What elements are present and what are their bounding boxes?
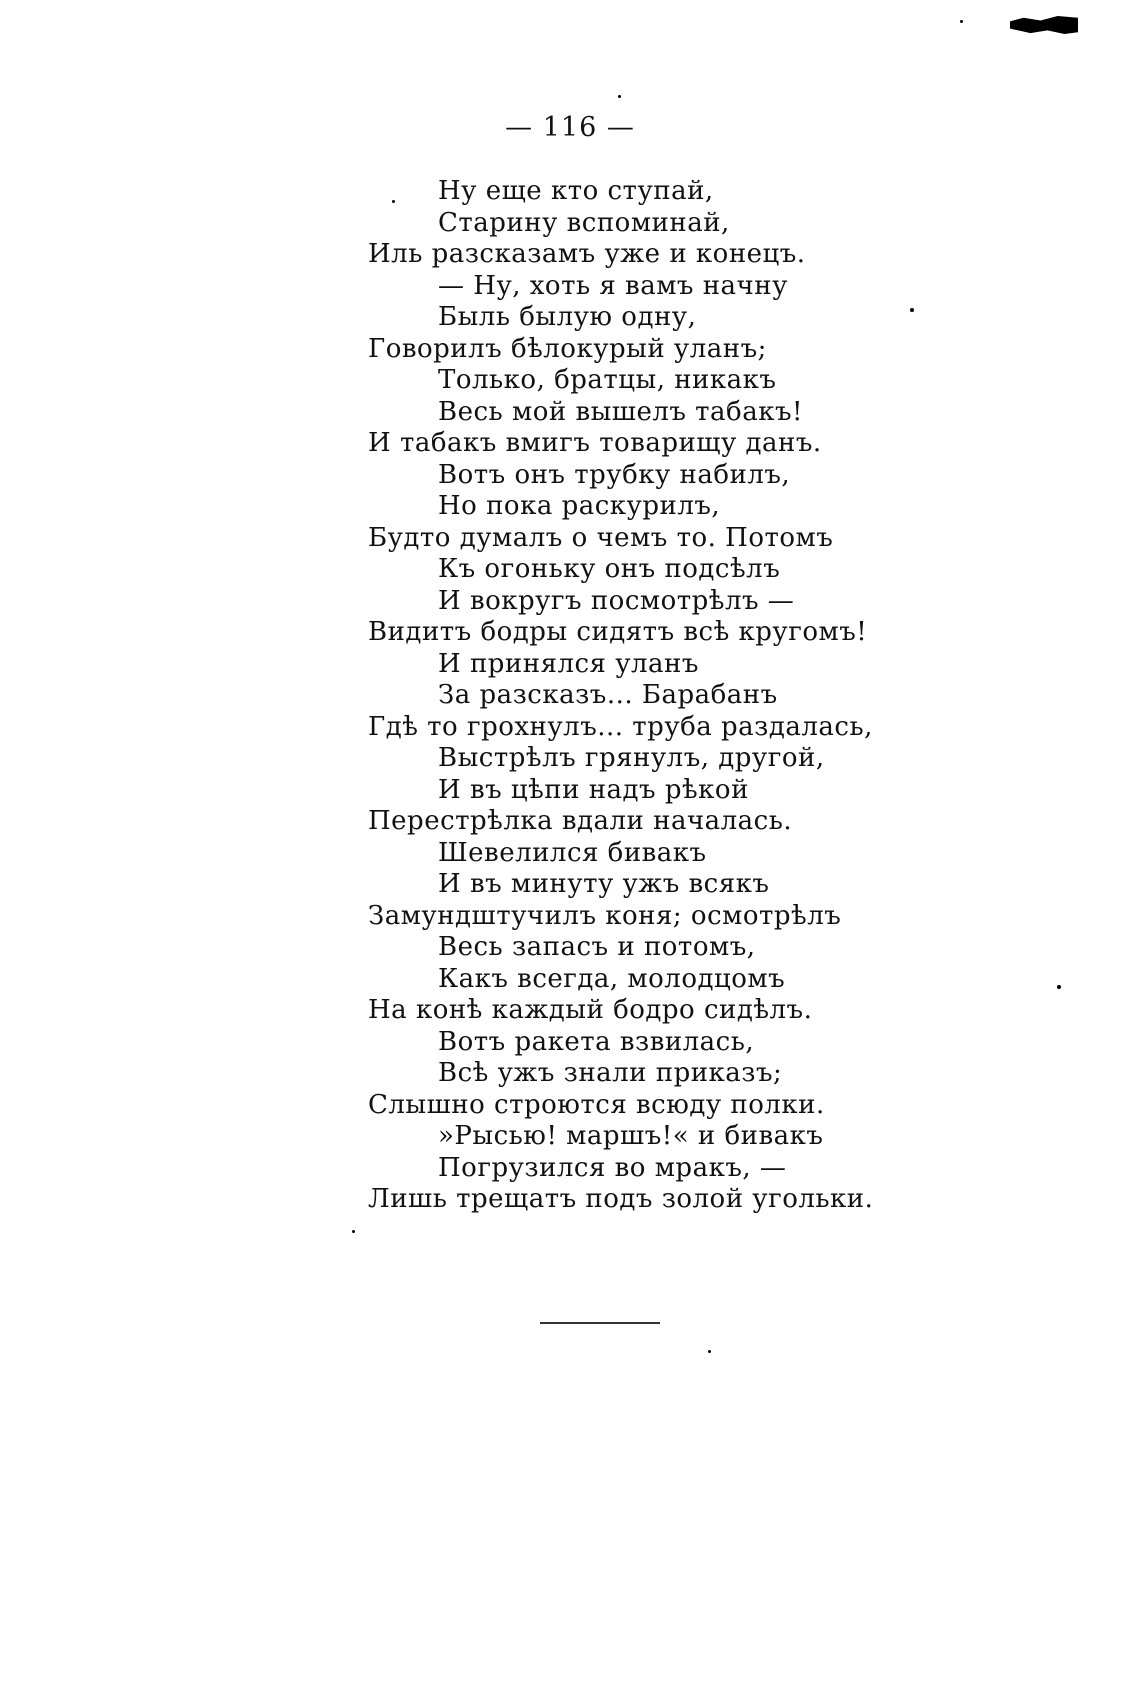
end-divider [540, 1322, 660, 1324]
poem-line: Какъ всегда, молодцомъ [438, 963, 786, 994]
poem-line: Иль разсказамъ уже и конецъ. [368, 239, 806, 269]
poem-line: На конѣ каждый бодро сидѣлъ. [368, 995, 813, 1025]
poem-line: И принялся уланъ [438, 648, 699, 679]
poem-line: И въ цѣпи надъ рѣкой [438, 774, 749, 805]
poem-line: Всѣ ужъ знали приказъ; [438, 1058, 783, 1088]
poem-line: Гдѣ то грохнулъ... труба раздалась, [368, 711, 873, 742]
page-number: — 116 — [505, 112, 635, 143]
poem-line: Выстрѣлъ грянулъ, другой, [438, 743, 825, 773]
poem-stanza [368, 176, 928, 1216]
poem-line: Но пока раскурилъ, [438, 491, 721, 521]
scan-speck [1057, 985, 1061, 989]
poem-line: Вотъ ракета взвилась, [438, 1026, 755, 1057]
poem-line: Ну еще кто ступай, [438, 176, 714, 206]
poem-line: — Ну, хоть я вамъ начну [438, 270, 788, 301]
scan-speck [910, 308, 914, 312]
poem-line: »Рысью! маршъ!« и бивакъ [438, 1121, 824, 1151]
poem-line: Лишь трещатъ подъ золой угольки. [368, 1184, 874, 1214]
poem-line: Шевелился бивакъ [438, 837, 707, 868]
poem-line: Погрузился во мракъ, — [438, 1152, 787, 1183]
poem-line: Только, братцы, никакъ [438, 365, 777, 395]
poem-line: Къ огоньку онъ подсѣлъ [438, 554, 781, 584]
scan-speck [618, 95, 621, 98]
poem-line: Быль былую одну, [438, 302, 697, 332]
poem-line: И табакъ вмигъ товарищу данъ. [368, 428, 822, 458]
poem-line: Вотъ онъ трубку набилъ, [438, 459, 791, 490]
scan-artifact-mark [1010, 16, 1078, 34]
poem-line: Весь мой вышелъ табакъ! [438, 396, 803, 427]
scan-speck [708, 1350, 711, 1353]
scan-speck [392, 200, 395, 203]
poem-line: Видитъ бодры сидятъ всѣ кругомъ! [368, 617, 868, 647]
poem-line: Старину вспоминай, [438, 207, 730, 238]
poem-line: И вокругъ посмотрѣлъ — [438, 585, 795, 616]
poem-line: Замундштучилъ коня; осмотрѣлъ [368, 900, 842, 931]
poem-line: Будто думалъ о чемъ то. Потомъ [368, 522, 834, 553]
poem-line: И въ минуту ужъ всякъ [438, 869, 770, 899]
scan-speck [352, 1230, 355, 1233]
poem-line: Перестрѣлка вдали началась. [368, 806, 793, 836]
poem-line: Говорилъ бѣлокурый уланъ; [368, 333, 767, 364]
scan-speck [960, 20, 963, 23]
poem-line: Весь запасъ и потомъ, [438, 932, 756, 962]
poem-line: Слышно строются всюду полки. [368, 1089, 825, 1120]
poem-line: За разсказъ... Барабанъ [438, 680, 778, 710]
